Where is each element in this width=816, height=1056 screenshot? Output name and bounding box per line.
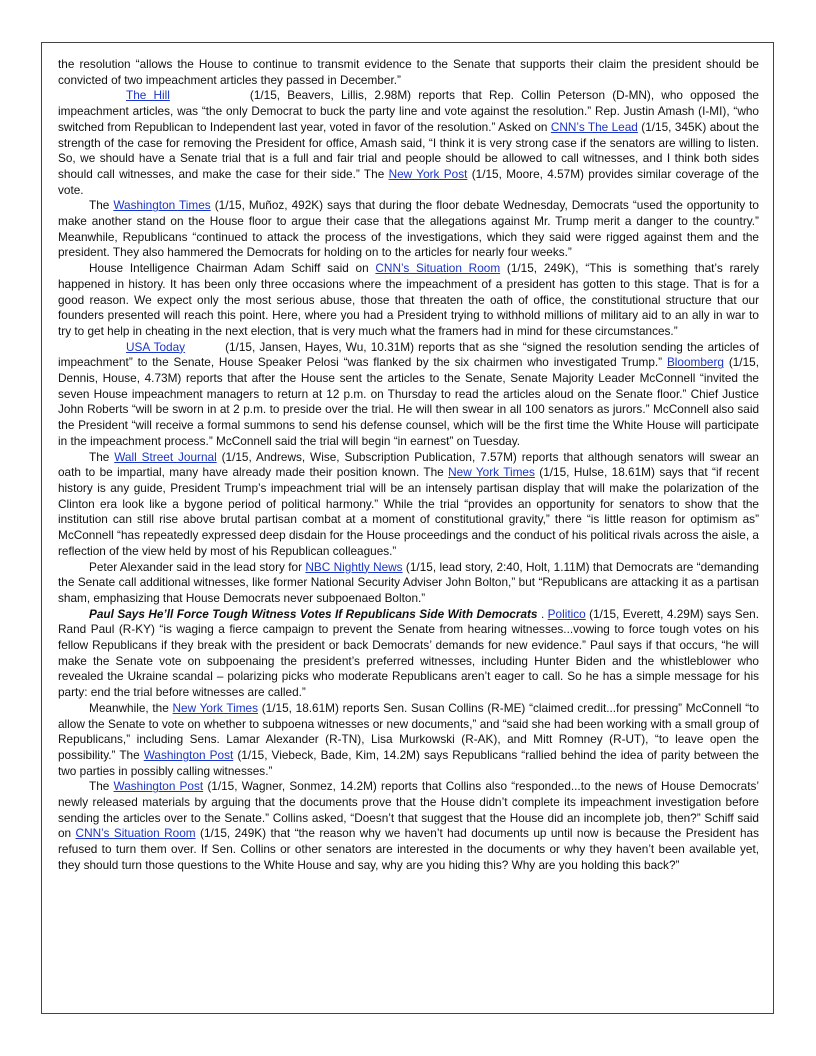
paragraph-text: (1/15, Hulse, 18.61M) says that “if recent history is any guide, President Trump’s impeachment trial will be an intensely partisan display that will make the polarization of the Clinton era look like a bygone period of political harmony.” While the trial “provides an opportunity for senators to show that the institution can still rise above brutal partisan combat at a moment of constitutional gravity,” there “is little reason for optimism as” McConnell “has repeatedly expressed deep disdain for the House proceedings and the conduct of his political rivals across the aisle, a reflection of the view held by most of his Republican colleagues.” [58,465,760,558]
paragraph-text: (1/15, Viebeck, Bade, Kim, 14.2M) says Republicans “rallied behind the idea of parity between the two parties in possibly calling witnesses.” [58,747,759,778]
paragraph-text: The [89,449,115,464]
news-paragraph [58,450,759,560]
paragraph-text: (1/15, Moore, 4.57M) provides similar coverage of the vote. [58,166,759,197]
source-link[interactable]: Bloomberg [666,355,724,370]
source-link[interactable]: Politico [547,606,586,621]
source-link[interactable]: Washington Times [113,198,211,213]
source-link[interactable]: New York Times [448,465,535,480]
paragraph-text: The [89,779,114,794]
paragraph-text: the resolution “allows the House to continue to transmit evidence to the Senate that supports their claim the president should be convicted of two impeachment articles they passed in December.” [58,57,759,87]
news-paragraph [58,779,759,873]
source-link[interactable]: NBC Nightly News [305,559,403,574]
source-link[interactable]: Washington Post [143,747,234,762]
source-link[interactable]: New York Post [388,166,468,181]
news-paragraph [58,560,759,607]
paragraph-text: (1/15, lead story, 2:40, Holt, 1.11M) that Democrats are “demanding the Senate call additional witnesses, like former National Security Adviser John Bolton,” but “Republicans are attacking it as a partisan sham, emphasizing that House Democrats never subpoenaed Bolton.” [58,559,759,605]
paragraph-text: House Intelligence Chairman Adam Schiff said on [89,261,376,276]
news-paragraph [58,261,759,340]
source-link[interactable]: Washington Post [113,779,204,794]
paragraph-text: (1/15, Wagner, Sonmez, 14.2M) reports that Collins also “responded...to the news of House Democrats’ newly released materials by arguing that the documents prove that the House didn’t complete its impeachment investigation before sending the articles over to the Senate.” Collins asked, “Doesn’t that suggest that the House did an incomplete job, then?” Schiff said on [58,779,759,841]
news-paragraph [58,198,759,261]
news-paragraph [58,607,759,701]
source-link[interactable]: New York Times [172,700,259,715]
source-link[interactable]: The Hill [126,88,170,103]
paragraph-text: (1/15, Beavers, Lillis, 2.98M) reports that Rep. Collin Peterson (D-MN), who opposed the impeachment articles, was “the only Democrat to buck the party line and vote against the resolution.” Rep. Justin Amash (I-MI), “who switched from Republican to Independent last year, voted in favor of the resolution.” Asked on [58,88,759,134]
story-headline: Paul Says He’ll Force Tough Witness Votes If Republicans Side With Democrats [89,606,538,621]
paragraph-text: (1/15, 18.61M) reports Sen. Susan Collins (R-ME) “claimed credit...for pressing” McConnell “to allow the Senate to vote on whether to subpoena witnesses or new documents,” and “said she had been working with a small group of Republicans,” including Sens. Lamar Alexander (R-TN), Lisa Murkowski (R-AK), and Mitt Romney (R-UT), “to leave open the possibility.” The [58,700,760,762]
paragraph-text: (1/15, Muñoz, 492K) says that during the floor debate Wednesday, Democrats “used the opportunity to make another stand on the House floor to argue their case that the allegations against Mr. Trump merit a danger to the country.” Meanwhile, Republicans “continued to attack the process of the investigations, which they said were rigged against them and the president. They also hammered the Democrats for holding on to the articles for nearly four weeks.” [58,198,759,260]
paragraph-text: (1/15, 249K) that “the reason why we haven’t had documents up until now is because the President has refused to turn them over. If Sen. Collins or other senators are interested in the documents or why they haven’t been available yet, they should turn those questions to the White House and say, why are you hiding this? Why are you holding this back?” [58,826,759,872]
paragraph-text: (1/15, Jansen, Hayes, Wu, 10.31M) reports that as she “signed the resolution sending the articles of impeachment” to the Senate, House Speaker Pelosi “was flanked by the six chairmen who investigated Trump.” [58,339,759,370]
paragraph-text: . [537,606,548,621]
paragraph-text: (1/15, 345K) about the strength of the case for removing the President for office, Amash said, “I think it is very strong case if the senators are willing to listen. So, we should have a Senate trial that is a full and fair trial and people should be allowed to call witnesses, and I think both sides should call witnesses, and make the case for their side.” The [58,119,760,181]
paragraph-text: (1/15, Everett, 4.29M) says Sen. Rand Paul (R-KY) “is waging a fierce campaign to prevent the Senate from hearing witnesses...vowing to force tough votes on his fellow Republicans if they break with the president or back Democrats’ demands for new evidence.” Paul says if that occurs, “he will make the Senate vote on subpoenaing the president’s preferred witnesses, including Hunter Biden and the whistleblower who revealed the Ukraine scandal – polarizing picks who moderate Republicans aren’t eager to call. So he has a simple message for his party: end the trial before witnesses are called.” [58,606,759,700]
source-link[interactable]: CNN’s The Lead [550,119,638,134]
paragraph-text: Peter Alexander said in the lead story for [89,559,306,574]
source-link[interactable]: Wall Street Journal [114,449,217,464]
news-paragraph [58,340,759,450]
paragraph-text: (1/15, Andrews, Wise, Subscription Publication, 7.57M) reports that although senators will swear an oath to be impartial, many have already made their position known. The [58,449,759,480]
source-link[interactable]: CNN’s Situation Room [375,261,501,276]
news-paragraph [58,701,759,780]
page-frame [41,42,774,1014]
paragraph-text: The [89,198,114,213]
source-link[interactable]: USA Today [126,339,186,354]
paragraph-text: Meanwhile, the [89,700,173,715]
news-paragraph [58,88,759,198]
source-link[interactable]: CNN’s Situation Room [75,826,196,841]
paragraph-text: (1/15, 249K), “This is something that’s rarely happened in history. It has been only three occasions where the impeachment of a president has gotten to this stage. That is for a good reason. We expect only the most serious abuse, those that threaten the oath of office, the constitutional structure that our founders presented will reach this point. Here, where you had a President trying to withhold millions of military aid to an ally in war to try to get help in cheating in the next election, that is very much what the framers had in mind for these circumstances.” [58,261,759,338]
news-paragraph [58,57,759,88]
paragraph-text: (1/15, Dennis, House, 4.73M) reports that after the House sent the articles to the Senate, Senate Majority Leader McConnell “invited the seven House impeachment managers to return at 12 p.m. on Thursday to read the articles aloud on the Senate floor.” Chief Justice John Roberts “will be sworn in at 2 p.m. to preside over the trial. He will then swear in all 100 senators as jurors.” McConnell also said the President “will receive a formal summons to send his defense counsel, which will be the first time the White House will participate in the impeachment process.” McConnell said the trial will begin “in earnest” on Tuesday. [58,355,759,448]
news-clippings-body [58,57,759,874]
